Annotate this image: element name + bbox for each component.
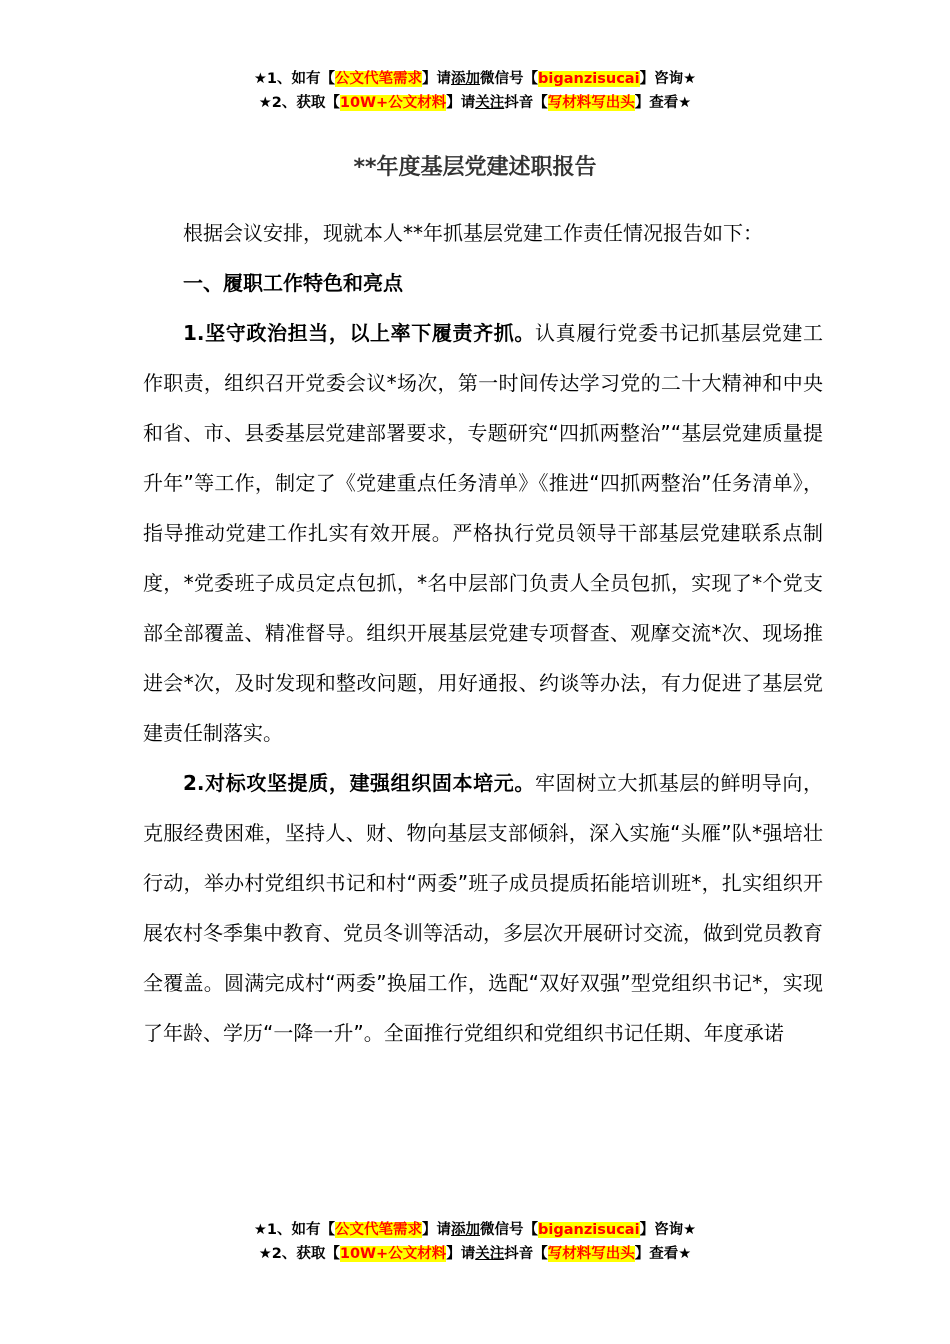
- banner-underline: 添加: [451, 1222, 481, 1238]
- banner-highlight: 写材料写出头: [547, 1246, 635, 1262]
- paragraph-2: [143, 758, 823, 1058]
- banner-highlight: biganzisucai: [538, 1222, 640, 1238]
- banner-text: 微信号【: [480, 71, 539, 87]
- intro-paragraph: 根据会议安排，现就本人**年抓基层党建工作责任情况报告如下：: [183, 221, 763, 245]
- banner-highlight: biganzisucai: [538, 71, 640, 87]
- banner-underline: 添加: [451, 71, 481, 87]
- paragraph-1-lead: 1.坚守政治担当，以上率下履责齐抓。: [183, 321, 535, 345]
- banner-text: ★1、如有【: [253, 1222, 336, 1238]
- banner-highlight: 公文代笔需求: [335, 1222, 423, 1238]
- banner-text: ★1、如有【: [253, 71, 336, 87]
- banner-line-2: [0, 1242, 950, 1266]
- banner-line-2: [0, 91, 950, 115]
- banner-text: 】查看★: [634, 95, 692, 111]
- banner-highlight: 公文代笔需求: [335, 71, 423, 87]
- paragraph-1-text: 认真履行党委书记抓基层党建工作职责，组织召开党委会议*场次，第一时间传达学习党的二十大精神和中央和省、市、县委基层党建部署要求，专题研究“四抓两整治”“基层党建质量提升年”等工作，制定了《党建重点任务清单》《推进“四抓两整治”任务清单》，指导推动党建工作扎实有效开展。严格执行党员领导干部基层党建联系点制度，*党委班子成员定点包抓，*名中层部门负责人全员包抓，实现了*个党支部全部覆盖、精准督导。组织开展基层党建专项督查、观摩交流*次、现场推进会*次，及时发现和整改问题，用好通报、约谈等办法，有力促进了基层党建责任制落实。: [143, 321, 824, 745]
- banner-line-1: [0, 1218, 950, 1242]
- banner-text: 】咨询★: [639, 71, 697, 87]
- banner-text: 】请: [422, 1222, 452, 1238]
- banner-underline: 关注: [475, 95, 505, 111]
- top-banner: [0, 67, 950, 115]
- paragraph-1: [143, 308, 823, 758]
- banner-text: 抖音【: [504, 95, 548, 111]
- banner-text: 抖音【: [504, 1246, 548, 1262]
- banner-highlight: 10W+公文材料: [339, 95, 447, 111]
- banner-underline: 关注: [475, 1246, 505, 1262]
- document-body: [143, 208, 823, 1058]
- document-title: **年度基层党建述职报告: [353, 155, 597, 180]
- banner-text: 】咨询★: [639, 1222, 697, 1238]
- bottom-banner: [0, 1218, 950, 1266]
- banner-text: 】请: [446, 1246, 476, 1262]
- banner-text: 】查看★: [634, 1246, 692, 1262]
- banner-highlight: 10W+公文材料: [339, 1246, 447, 1262]
- banner-highlight: 写材料写出头: [547, 95, 635, 111]
- banner-text: 微信号【: [480, 1222, 539, 1238]
- section-heading: 一、履职工作特色和亮点: [183, 271, 403, 295]
- banner-text: ★2、获取【: [258, 95, 340, 111]
- banner-text: ★2、获取【: [258, 1246, 340, 1262]
- banner-text: 】请: [422, 71, 452, 87]
- banner-text: 】请: [446, 95, 476, 111]
- banner-line-1: [0, 67, 950, 91]
- paragraph-2-text: 牢固树立大抓基层的鲜明导向，克服经费困难，坚持人、财、物向基层支部倾斜，深入实施“头雁”队*强培壮行动，举办村党组织书记和村“两委”班子成员提质拓能培训班*，扎实组织开展农村冬季集中教育、党员冬训等活动，多层次开展研讨交流，做到党员教育全覆盖。圆满完成村“两委”换届工作，选配“双好双强”型党组织书记*，实现了年龄、学历“一降一升”。全面推行党组织和党组织书记任期、年度承诺: [143, 771, 824, 1045]
- paragraph-2-lead: 2.对标攻坚提质，建强组织固本培元。: [183, 771, 535, 795]
